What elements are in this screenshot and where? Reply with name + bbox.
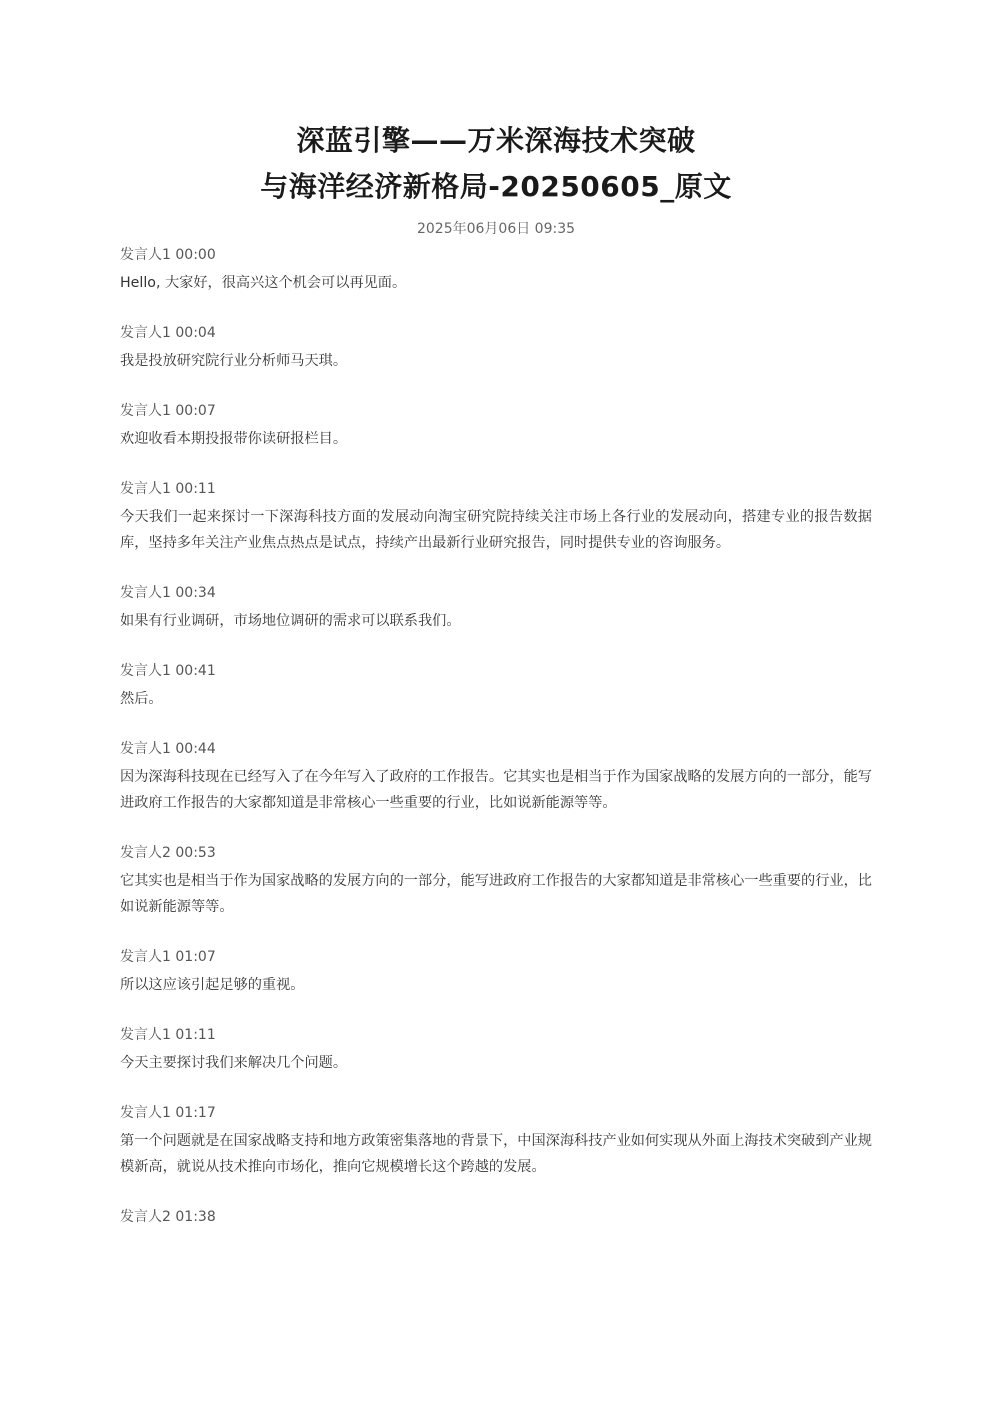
speaker-timestamp bbox=[120, 946, 872, 968]
speaker-timestamp bbox=[120, 478, 872, 500]
timestamp: 00:00 bbox=[175, 247, 216, 263]
speaker-name: 发言人1 bbox=[120, 247, 171, 263]
timestamp: 00:34 bbox=[175, 585, 216, 601]
transcript-entry bbox=[120, 1102, 872, 1180]
timestamp: 01:11 bbox=[175, 1027, 216, 1043]
speaker-name: 发言人1 bbox=[120, 949, 171, 965]
transcript-entry bbox=[120, 1206, 872, 1228]
speaker-name: 发言人2 bbox=[120, 1209, 171, 1225]
speech-text: 所以这应该引起足够的重视。 bbox=[120, 977, 305, 993]
speech-text: 欢迎收看本期投报带你读研报栏目。 bbox=[120, 431, 348, 447]
document-title bbox=[120, 118, 872, 210]
speaker-timestamp bbox=[120, 1206, 872, 1228]
speech-text: 它其实也是相当于作为国家战略的发展方向的一部分，能写进政府工作报告的大家都知道是非常核心一些重要的行业，比如说新能源等等。 bbox=[120, 873, 872, 915]
transcript-entry bbox=[120, 322, 872, 374]
speech-text: 今天我们一起来探讨一下深海科技方面的发展动向淘宝研究院持续关注市场上各行业的发展动向，搭建专业的报告数据库，坚持多年关注产业焦点热点是试点，持续产出最新行业研究报告，同时提供专业的咨询服务。 bbox=[120, 509, 872, 551]
speaker-timestamp bbox=[120, 1024, 872, 1046]
speaker-timestamp bbox=[120, 400, 872, 422]
transcript bbox=[120, 244, 872, 1254]
speaker-timestamp bbox=[120, 582, 872, 604]
timestamp: 00:04 bbox=[175, 325, 216, 341]
speech-text: 因为深海科技现在已经写入了在今年写入了政府的工作报告。它其实也是相当于作为国家战略的发展方向的一部分，能写进政府工作报告的大家都知道是非常核心一些重要的行业，比如说新能源等等。 bbox=[120, 769, 872, 811]
speaker-name: 发言人1 bbox=[120, 741, 171, 757]
transcript-entry bbox=[120, 842, 872, 920]
speaker-name: 发言人1 bbox=[120, 325, 171, 341]
transcript-entry bbox=[120, 946, 872, 998]
timestamp: 00:41 bbox=[175, 663, 216, 679]
speaker-timestamp bbox=[120, 660, 872, 682]
speaker-name: 发言人1 bbox=[120, 403, 171, 419]
speaker-name: 发言人1 bbox=[120, 585, 171, 601]
speaker-name: 发言人1 bbox=[120, 663, 171, 679]
speech-text: 第一个问题就是在国家战略支持和地方政策密集落地的背景下，中国深海科技产业如何实现从外面上海技术突破到产业规模新高，就说从技术推向市场化，推向它规模增长这个跨越的发展。 bbox=[120, 1133, 872, 1175]
speaker-timestamp bbox=[120, 738, 872, 760]
timestamp: 00:53 bbox=[175, 845, 216, 861]
speech-text: 今天主要探讨我们来解决几个问题。 bbox=[120, 1055, 348, 1071]
transcript-entry bbox=[120, 400, 872, 452]
transcript-entry bbox=[120, 738, 872, 816]
speech-text: 如果有行业调研，市场地位调研的需求可以联系我们。 bbox=[120, 613, 461, 629]
timestamp: 01:07 bbox=[175, 949, 216, 965]
speaker-name: 发言人2 bbox=[120, 845, 171, 861]
speaker-timestamp bbox=[120, 244, 872, 266]
speaker-name: 发言人1 bbox=[120, 481, 171, 497]
document-date: 2025年06月06日 09:35 bbox=[416, 221, 576, 237]
timestamp: 00:11 bbox=[175, 481, 216, 497]
timestamp: 00:07 bbox=[175, 403, 216, 419]
speaker-name: 发言人1 bbox=[120, 1105, 171, 1121]
transcript-entry bbox=[120, 1024, 872, 1076]
transcript-entry bbox=[120, 582, 872, 634]
timestamp: 01:17 bbox=[175, 1105, 216, 1121]
title-line-2: 与海洋经济新格局-20250605_原文 bbox=[260, 170, 732, 203]
speech-text: 我是投放研究院行业分析师马天琪。 bbox=[120, 353, 348, 369]
speech-text: Hello, 大家好，很高兴这个机会可以再见面。 bbox=[120, 275, 407, 291]
speaker-timestamp bbox=[120, 842, 872, 864]
speaker-name: 发言人1 bbox=[120, 1027, 171, 1043]
speaker-timestamp bbox=[120, 1102, 872, 1124]
speech-text: 然后。 bbox=[120, 691, 163, 707]
timestamp: 01:38 bbox=[175, 1209, 216, 1225]
transcript-entry bbox=[120, 660, 872, 712]
transcript-entry bbox=[120, 478, 872, 556]
title-line-1: 深蓝引擎——万米深海技术突破 bbox=[296, 124, 696, 157]
transcript-entry bbox=[120, 244, 872, 296]
timestamp: 00:44 bbox=[175, 741, 216, 757]
speaker-timestamp bbox=[120, 322, 872, 344]
